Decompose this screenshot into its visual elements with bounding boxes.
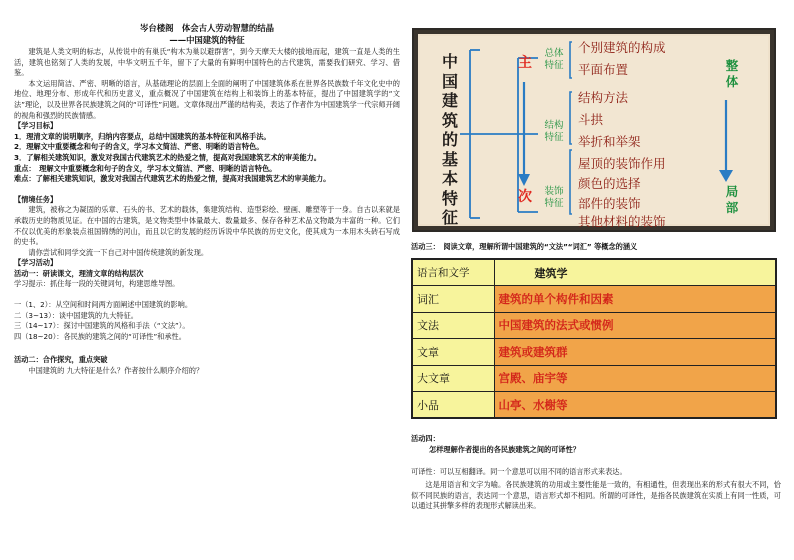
feature-item: 举折和举架 xyxy=(578,134,641,149)
bracket-structure xyxy=(570,92,572,144)
bracket-decoration xyxy=(570,150,572,214)
table-header-row xyxy=(412,259,776,286)
lesson-title: 岑台楼阁 体会古人劳动智慧的结晶 xyxy=(140,23,274,33)
section-item: 四（18~20）：各民族的建筑之间的“可译性”和承性。 xyxy=(14,331,186,341)
table-cell-meaning: 建筑或建筑群 xyxy=(494,339,776,366)
title-char: 征 xyxy=(441,208,458,227)
local-label: 局部 xyxy=(725,184,739,215)
feature-item: 其他材料的装饰 xyxy=(578,214,666,229)
section-item: 一（1、2）：从空间和时间两方面阐述中国建筑的影响。 xyxy=(14,300,193,310)
primary-label: 主 xyxy=(518,55,532,71)
feature-item: 斗拱 xyxy=(578,112,604,127)
whole-label: 整体 xyxy=(725,58,739,89)
feature-item: 平面布置 xyxy=(578,62,629,77)
table-cell-meaning: 宫殿、庙宇等 xyxy=(494,365,776,392)
activity-2-title: 活动二：合作探究，重点突破 xyxy=(14,355,108,365)
activity-1-hint: 学习提示：抓住每一段的关键词句，构建思维导图。 xyxy=(14,279,180,289)
title-char: 的 xyxy=(441,130,458,149)
table-row xyxy=(412,365,776,392)
key-point: 重点： 理解文中重要概念和句子的含义，学习本文简洁、严密、明晰的语言特色。 xyxy=(14,163,277,173)
context-header: 【情境任务】 xyxy=(14,194,58,204)
primary-arrow-head xyxy=(518,174,530,186)
table-cell-meaning: 建筑的单个构件和因素 xyxy=(494,286,776,313)
section-item: 二（3~13）：谈中国建筑的九大特征。 xyxy=(14,310,138,320)
feature-item: 结构方法 xyxy=(578,90,629,105)
table-row xyxy=(412,392,776,419)
section-item: 三（14~17）：探讨中国建筑的风格和手法（“文法”）。 xyxy=(14,321,190,331)
secondary-label: 次 xyxy=(518,189,532,205)
translatability-explanation: 这是用语言和文字为喻。各民族建筑的功用或主要性能是一致的，有相通性，但表现出来的形式有很大不同，恰似不同民族的语言，表达同一个意思，语言形式却不相同。所谓的可译性，是指各民族建筑在实质上有同一性质，可以通过其拼擎多样的表现形式解读出来。 xyxy=(411,480,781,511)
activity-4-title: 活动四： xyxy=(411,434,440,443)
whole-arrow-head xyxy=(719,170,733,182)
context-paragraph: 建筑，被称之为凝固的乐章、石头的书、艺术的载体，集建筑结构、造型彩绘、壁画、雕塑等于一身。自古以来就是承载历史的物质见证。在中国的古建筑，是文物类型中体量最大、数量最多、保存各种艺术品文物最为丰富的一种。它们不仅以优美的形象装点祖国锦绣的河山，而且以它的发展的经历诉说中华民族的历史文化，使其成为一本用木头砖石写成的史书。 xyxy=(14,205,400,247)
lesson-text-column xyxy=(14,22,400,377)
table-header-cell: 语言和文学 xyxy=(412,259,494,286)
difficult-point: 难点：了解相关建筑知识，激发对我国古代建筑艺术的热爱之情，提高对我国建筑艺术的审美能力。 xyxy=(14,174,331,184)
title-char: 建 xyxy=(441,91,458,110)
activity-3-title: 活动三： 阅读文章，理解所谓中国建筑的“文法”“词汇” 等概念的涵义 xyxy=(411,242,638,251)
feature-item: 屋顶的装饰作用 xyxy=(578,156,666,171)
title-char: 特 xyxy=(441,188,458,208)
table-cell-meaning: 山亭、水榭等 xyxy=(494,392,776,419)
title-char: 国 xyxy=(441,71,458,91)
table-cell-term: 大文章 xyxy=(412,365,494,392)
lesson-subtitle: ——中国建筑的特征 xyxy=(169,35,245,45)
table-row xyxy=(412,312,776,339)
intro-paragraph-2: 本文运用简洁、严密、明晰的语言，从基础理论的层面上全面的阐明了中国建筑体系在世界各民族数千年文化史中的地位、地理分布、形成年代和历史意义，重点概况了中国建筑在结构上和装饰上的基本特征，提出了中国建筑学的“文法”理论，以及世界各民族建筑之间的“可译性”问题。文章体现出严谨的结构美，表达了作者作为中国建筑学一代宗师开阔的视角和强烈的民族情感。 xyxy=(14,78,400,120)
title-char: 筑 xyxy=(441,110,458,130)
table-row xyxy=(412,339,776,366)
feature-item: 部件的装饰 xyxy=(578,196,641,211)
category-structure: 结构特征 xyxy=(544,120,564,143)
goal-item: 2．理解文中重要概念和句子的含义，学习本文简洁、严密、明晰的语言特色。 xyxy=(14,142,264,152)
activity-header: 【学习活动】 xyxy=(14,258,58,268)
goal-item: 1．理清文章的说明顺序，归纳内容要点，总结中国建筑的基本特征和风格手法。 xyxy=(14,131,271,141)
table-cell-term: 文章 xyxy=(412,339,494,366)
activity-4-question: 怎样理解作者提出的各民族建筑之间的可译性？ xyxy=(429,445,580,454)
table-cell-term: 词汇 xyxy=(412,286,494,313)
category-decoration: 装饰特征 xyxy=(544,186,564,209)
goals-header: 【学习目标】 xyxy=(14,121,58,131)
table-header-cell: 建筑学 xyxy=(494,259,776,286)
table-cell-meaning: 中国建筑的法式或惯例 xyxy=(494,312,776,339)
context-prompt: 请你尝试和同学交流一下自己对中国传统建筑的新发现。 xyxy=(28,247,209,257)
features-diagram xyxy=(412,28,776,232)
activity-1-title: 活动一：研读课文，理清文章的结构层次 xyxy=(14,268,144,278)
category-general: 总体特征 xyxy=(544,48,564,71)
title-char: 本 xyxy=(441,169,458,188)
table-cell-term: 文法 xyxy=(412,312,494,339)
title-char: 基 xyxy=(441,149,458,169)
table-row xyxy=(412,286,776,313)
feature-item: 颜色的选择 xyxy=(578,176,641,191)
title-char: 中 xyxy=(441,52,458,71)
analogy-table xyxy=(411,258,777,419)
translatability-definition: 可译性：可以互相翻译。同一个意思可以用不同的语言形式来表达。 xyxy=(411,467,627,476)
bracket-general xyxy=(570,42,572,78)
intro-paragraph: 建筑是人类文明的标志，从传说中的有巢氏“构木为巢以避群害”，到今天摩天大楼的拔地而起，建筑一直是人类的生活，建筑也铭刻了人类的发展，中华文明五千年，留下了大量的有鲜明中国特色的古代建筑，需要我们研究、学习、借鉴。 xyxy=(14,47,400,78)
feature-item: 个别建筑的构成 xyxy=(578,40,666,55)
activity-2-question: 中国建筑的 九大特征是什么？作者按什么顺序介绍的？ xyxy=(28,366,204,376)
diagram-board xyxy=(420,36,768,229)
goal-item: 3．了解相关建筑知识，激发对我国古代建筑艺术的热爱之情，提高对我国建筑艺术的审美能力。 xyxy=(14,152,321,162)
table-cell-term: 小品 xyxy=(412,392,494,419)
